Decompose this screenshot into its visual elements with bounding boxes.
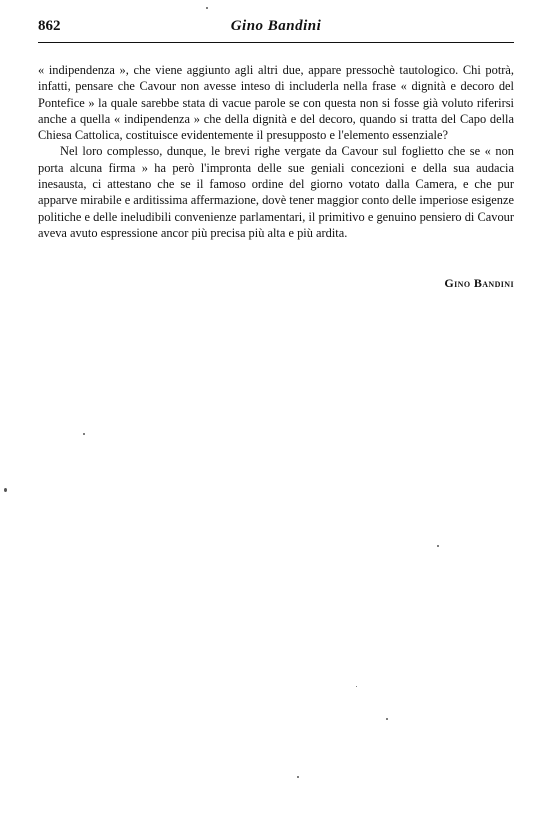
paragraph: Nel loro complesso, dunque, le brevi righe vergate da Cavour sul foglietto che se « non porta alcuna firma » ha però l'impronta delle sue geniali concezioni e della sua audacia inesausta, ci attestano che se il famoso ordine del giorno votato dalla Camera, e che pur apparve mirabile e arditissima affermazione, dovè tener maggior conto delle imperiose esigenze politiche e delle ineludibili convenienze parlamentari, il primitivo e genuino pensiero di Cavour aveva avuto espressione ancor più precisa più alta e più ardita. — [38, 144, 514, 240]
scan-speck — [206, 7, 208, 9]
scan-speck — [83, 433, 85, 435]
running-head: Gino Bandini — [230, 18, 322, 34]
scan-speck — [297, 776, 299, 778]
paragraph: « indipendenza », che viene aggiunto agli altri due, appare pressochè tautologico. Chi potrà, infatti, pensare che Cavour non avesse inteso di includerla nella frase « dignità e decoro del Pontefice » la quale sarebbe stata di vacue parole se con questa non si fosse già voluto riferirsi anche a quella « indipendenza » che della dignità e del decoro, quando si tratta del Capo della Chiesa Cattolica, costituisce evidentemente il presupposto e l'elemento essenziale? — [38, 63, 514, 143]
scan-speck — [4, 488, 7, 492]
page-number: 862 — [38, 18, 61, 34]
scan-speck — [386, 718, 388, 720]
body-text — [38, 62, 514, 241]
scan-speck — [356, 686, 357, 687]
author-signature: Gino Bandini — [444, 276, 514, 290]
page-header — [38, 16, 514, 43]
scan-speck — [437, 545, 439, 547]
